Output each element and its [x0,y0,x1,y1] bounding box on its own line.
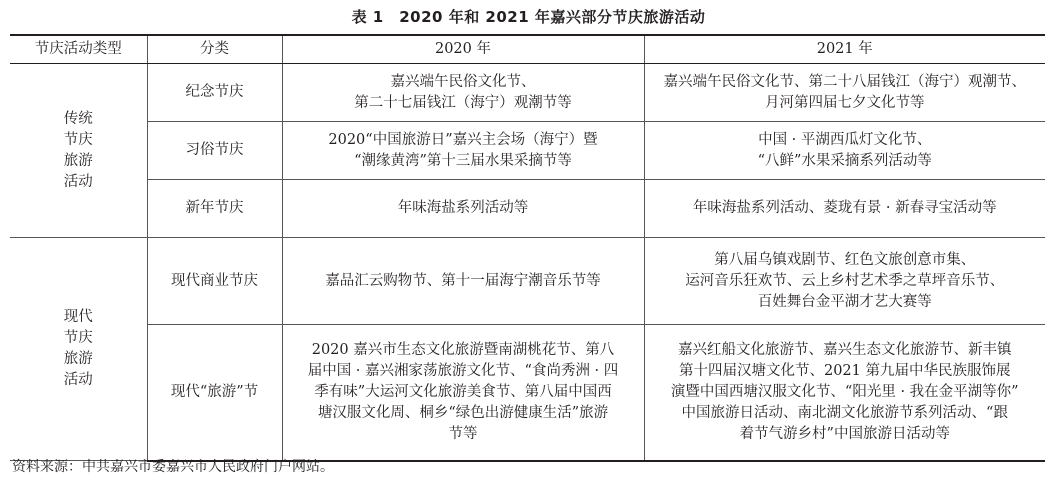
table-row [10,238,1045,325]
cell-2020-line: 塘汉服文化周、桐乡“绿色出游健康生活”旅游 [317,404,609,421]
cell-2021-line: 百姓舞台金平湖才艺大赛等 [757,293,932,310]
activity-type-line: 节庆 [63,131,93,148]
category-cell: 现代商业节庆 [147,238,282,325]
cell-2020-line: 嘉兴端午民俗文化节、 [390,73,536,90]
category-cell: 纪念节庆 [147,64,282,122]
cell-2021-line: 年味海盐系列活动、菱珑有景 · 新春寻宝活动等 [692,200,997,216]
cell-2021-line: 演暨中国西塘汉服文化节、“阳光里 · 我在金平湖等你” [670,383,1019,400]
activity-type-line: 旅游 [63,351,93,367]
festival-table [10,34,1045,462]
cell-2021-line: 中国旅游日活动、南北湖文化旅游节系列活动、“跟 [681,404,1008,421]
cell-2021-line: 嘉兴红船文化旅游节、嘉兴生态文化旅游节、新丰镇 [678,341,1012,358]
cell-2020-line: 2020 嘉兴市生态文化旅游暨南湖桃花节、第八 [311,341,615,358]
cell-2020-line: 节等 [448,425,478,442]
cell-2021-line: 运河音乐狂欢节、云上乡村艺术季之草坪音乐节、 [685,272,1005,289]
activity-type-line: 现代 [63,309,93,325]
cell-2020-line: 届中国 · 嘉兴湘家荡旅游文化节、“食尚秀洲 · 四 [307,362,619,379]
activity-type-line: 活动 [63,173,93,190]
cell-2020 [282,238,644,325]
cell-2021-line: “八鲜”水果采摘系列活动等 [757,152,932,169]
cell-2020 [282,325,644,461]
source-note: 资料来源：中共嘉兴市委嘉兴市人民政府门户网站。 [12,459,334,475]
cell-2021-line: 月河第四届七夕文化节等 [765,94,925,111]
cell-2020-line: 第二十七届钱江（海宁）观潮节等 [354,94,572,111]
category-cell: 习俗节庆 [147,122,282,180]
table-row [10,122,1045,180]
header-2021: 2021 年 [644,35,1045,64]
table-row [10,180,1045,238]
table-row [10,325,1045,461]
cell-2021 [644,180,1045,238]
activity-type-line: 节庆 [63,330,93,346]
cell-2021 [644,122,1045,180]
activity-type-cell [10,238,147,461]
header-row [10,35,1045,64]
activity-type-cell [10,64,147,238]
header-category: 分类 [147,35,282,64]
table-title: 表 1 2020 年和 2021 年嘉兴部分节庆旅游活动 [351,8,706,26]
cell-2021-line: 着节气游乡村”中国旅游日活动等 [739,425,950,442]
cell-2021 [644,64,1045,122]
cell-2020-line: “潮缘黄湾”第十三届水果采摘节等 [354,152,572,169]
cell-2021-line: 嘉兴端午民俗文化节、第二十八届钱江（海宁）观潮节、 [663,73,1026,90]
cell-2020 [282,64,644,122]
category-cell: 新年节庆 [147,180,282,238]
cell-2020-line: 季有味”大运河文化旅游美食节、第八届中国西 [314,383,612,400]
cell-2020-line: 年味海盐系列活动等 [397,200,529,216]
cell-2021 [644,238,1045,325]
cell-2020 [282,180,644,238]
cell-2020-line: 2020“中国旅游日”嘉兴主会场（海宁）暨 [328,131,598,148]
cell-2021 [644,325,1045,461]
cell-2021-line: 第十四届汉塘文化节、2021 第九届中华民族服饰展 [678,362,1011,379]
cell-2021-line: 第八届乌镇戏剧节、红色文旅创意市集、 [714,251,976,268]
category-cell: 现代“旅游”节 [147,325,282,461]
activity-type-line: 活动 [63,372,93,388]
activity-type-line: 传统 [63,110,93,127]
activity-type-line: 旅游 [63,152,93,169]
header-2020: 2020 年 [282,35,644,64]
table-row [10,64,1045,122]
cell-2021-line: 中国 · 平湖西瓜灯文化节、 [758,131,932,148]
header-type: 节庆活动类型 [10,35,147,64]
cell-2020 [282,122,644,180]
cell-2020-line: 嘉品汇云购物节、第十一届海宁潮音乐节等 [325,272,601,289]
